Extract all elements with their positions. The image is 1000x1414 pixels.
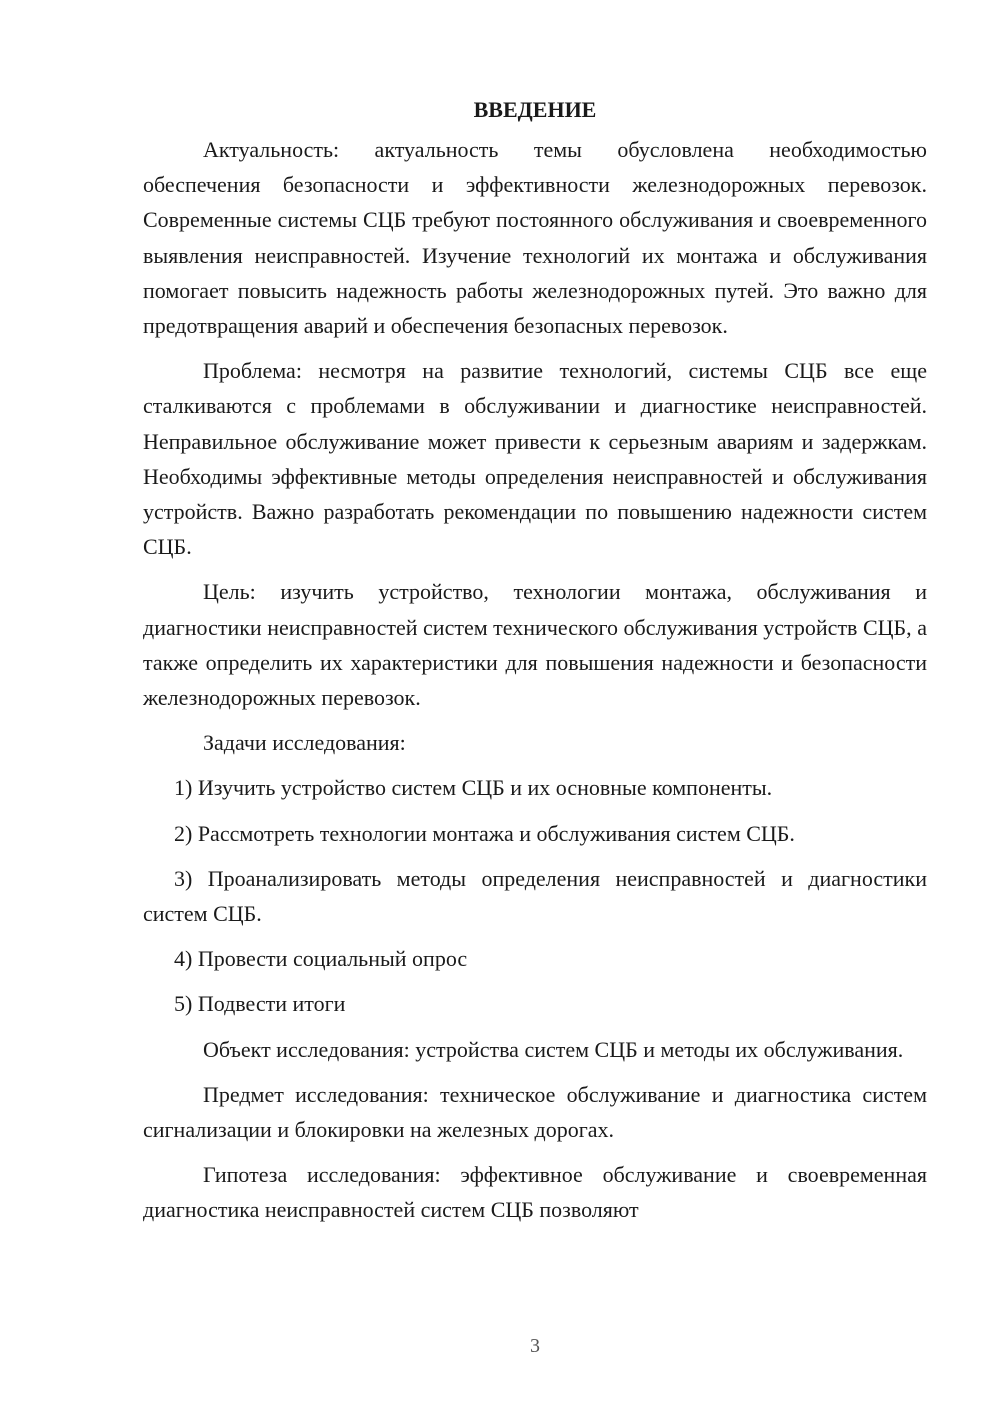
page-title: ВВЕДЕНИЕ <box>473 97 597 122</box>
page-number: 3 <box>530 1335 540 1357</box>
paragraph-relevance: Актуальность: актуальность темы обусловлена необходимостью обеспечения безопасности и эффективности железнодорожных перевозок. Современные системы СЦБ требуют постоянного обслуживания и своевременного выявления неисправностей. Изучение технологий их монтажа и обслуживания помогает повысить надежность работы железнодорожных путей. Это важно для предотвращения аварий и обеспечения безопасных перевозок. <box>143 137 927 339</box>
paragraph-problem: Проблема: несмотря на развитие технологий, системы СЦБ все еще сталкиваются с проблемами в обслуживании и диагностике неисправностей. Неправильное обслуживание может привести к серьезным авариям и задержкам. Необходимы эффективные методы определения неисправностей и обслуживания устройств. Важно разработать рекомендации по повышению надежности систем СЦБ. <box>143 358 927 560</box>
task-item-2: 2) Рассмотреть технологии монтажа и обслуживания систем СЦБ. <box>174 820 795 846</box>
paragraph-subject: Предмет исследования: техническое обслуживание и диагностика систем сигнализации и блокировки на железных дорогах. <box>143 1081 927 1143</box>
task-item-3: 3) Проанализировать методы определения неисправностей и диагностики систем СЦБ. <box>143 865 927 927</box>
paragraph-object: Объект исследования: устройства систем СЦБ и методы их обслуживания. <box>203 1036 904 1062</box>
task-item-4: 4) Провести социальный опрос <box>174 946 468 972</box>
document-page <box>143 88 927 1228</box>
task-item-5: 5) Подвести итоги <box>174 991 346 1017</box>
paragraph-hypothesis: Гипотеза исследования: эффективное обслуживание и своевременная диагностика неисправностей систем СЦБ позволяют <box>143 1162 927 1223</box>
paragraph-goal: Цель: изучить устройство, технологии монтажа, обслуживания и диагностики неисправностей систем технического обслуживания устройств СЦБ, а также определить их характеристики для повышения надежности и безопасности железнодорожных перевозок. <box>143 579 927 711</box>
tasks-heading: Задачи исследования: <box>203 730 406 756</box>
task-item-1: 1) Изучить устройство систем СЦБ и их основные компоненты. <box>174 775 773 801</box>
